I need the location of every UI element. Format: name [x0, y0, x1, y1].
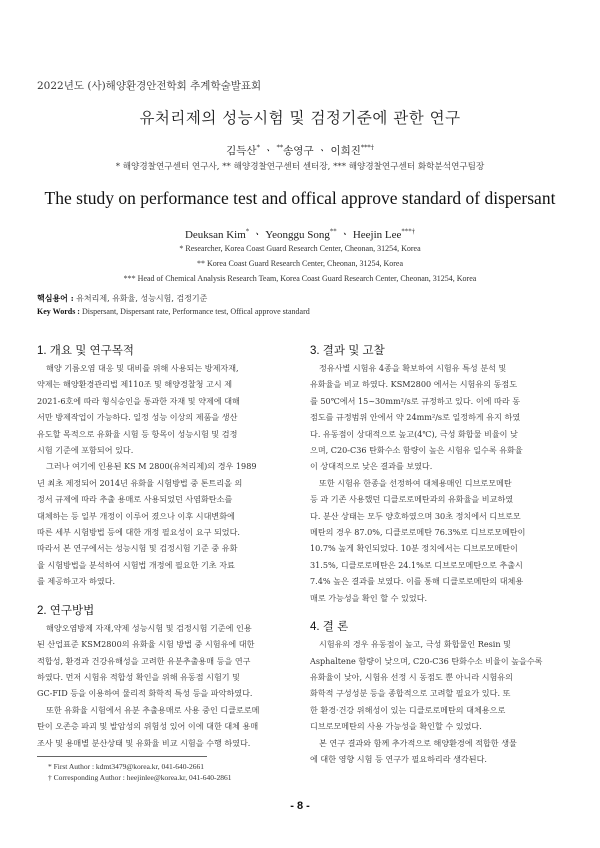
- text-line: 유화율을 비교 하였다. KSM2800 에서는 시험유의 동점도: [310, 379, 518, 390]
- footnote-first-author: * First Author : kdmt3479@korea.kr, 041-640-2661: [48, 762, 204, 771]
- text-line: GC-FID 등을 이용하여 물리적 화학적 특성 등을 파악하였다.: [37, 688, 253, 699]
- text-line: 이 상대적으로 낮은 결과를 보였다.: [310, 461, 433, 472]
- text-line: 정유사별 시험유 4종을 확보하여 시험유 특성 분석 및: [319, 363, 507, 373]
- page-number: - 8 -: [290, 800, 310, 812]
- section-heading: 3. 결과 및 고찰: [310, 345, 385, 357]
- text-line: 10.7% 높게 확인되었다. 10분 정치에서는 디브로모메탄이: [310, 543, 518, 554]
- text-line: 를 50℃에서 15~30mm²/s로 규정하고 있다. 이에 따라 동: [310, 395, 521, 406]
- text-line: 2021-6호에 따라 형식승인을 통과한 자재 및 약제에 대해: [37, 395, 240, 406]
- author-mark: **: [329, 228, 337, 236]
- text-line: 또한 시험유 한종을 선정하여 대체용매인 디브로모메탄: [319, 477, 512, 488]
- paragraph: [310, 636, 562, 734]
- text-line: 에 대한 영향 시험 등 연구가 필요하리라 생각된다.: [310, 753, 487, 764]
- text-line: 다. 유동점이 상대적으로 높고(4℃), 극성 화합물 비율이 낮: [310, 428, 518, 439]
- section-heading: 4. 결 론: [310, 621, 349, 634]
- authors-korean: [0, 143, 600, 158]
- paragraph: [37, 620, 289, 702]
- text-line: Asphaltene 함량이 낮으며, C20-C36 탄화수소 비율이 높을수록: [310, 655, 543, 666]
- paragraph: [310, 475, 562, 606]
- keywords-label: Key Words :: [37, 307, 80, 316]
- keywords-label: 핵심용어 :: [37, 293, 74, 303]
- keywords-text: Dispersant, Dispersant rate, Performance test, Offical approve standard: [79, 307, 310, 316]
- keywords-english: [37, 307, 310, 316]
- paragraph: [37, 702, 289, 751]
- section-heading: 1. 개요 및 연구목적: [37, 345, 134, 357]
- text-line: 정서 규제에 따라 추출 용매로 사용되었던 사염화탄소를: [37, 494, 233, 505]
- left-column: [37, 342, 289, 751]
- text-line: 대체하는 등 일부 개정이 이루어 졌으나 이후 시대변화에: [37, 510, 235, 521]
- text-line: 본 연구 결과와 함께 추가적으로 해양환경에 적합한 생물: [319, 737, 517, 748]
- paper-title-english: The study on performance test and offical approve standard of dispersant: [44, 188, 556, 208]
- text-line: 화학적 구성성분 등을 종합적으로 고려할 필요가 있다. 또: [310, 688, 511, 699]
- text-line: 유도할 목적으로 유화율 시험 등 항목이 성능시험 및 검정: [37, 428, 238, 439]
- text-line: 디브로모메탄의 사용 가능성을 확인할 수 있었다.: [310, 721, 482, 732]
- text-line: 탄이 오존층 파괴 및 발암성의 위험성 있어 이에 대한 대체 용매: [37, 721, 259, 732]
- text-line: 약제는 해양환경관리법 제110조 및 해양경찰청 고시 제: [37, 379, 233, 390]
- text-line: 매로 가능성을 확인 할 수 있었다.: [310, 592, 428, 603]
- text-line: 한 환경·건강 위해성이 있는 디클로로메탄의 대체용으로: [310, 704, 506, 715]
- text-line: 해양 기름오염 대응 및 대비를 위해 사용되는 방제자재,: [46, 363, 239, 373]
- text-line: 따른 세부 시험방법 등에 대한 개정 필요성이 요구 되었다.: [37, 527, 240, 538]
- authors-english: [0, 226, 600, 242]
- footnote-corresponding-author: † Corresponding Author : heejinlee@korea.kr, 041-640-2861: [48, 773, 232, 782]
- keywords-korean: [37, 293, 207, 304]
- author-name: 송영구: [283, 145, 314, 157]
- affiliations-korean: * 해양경찰연구센터 연구사, ** 해양경찰연구센터 센터장, *** 해양경찰연구센터 화학분석연구팀장: [115, 162, 485, 172]
- author-mark: *: [256, 143, 260, 152]
- text-line: 7.4% 높은 결과를 보였다. 이를 통해 디클로로메탄의 대체용: [310, 576, 524, 587]
- author-separator: ㆍ: [316, 145, 328, 157]
- keywords-text: 유처리제, 유화율, 성능시험, 검정기준: [73, 294, 208, 303]
- text-line: 를 제공하고자 하였다.: [37, 576, 116, 587]
- paragraph: [310, 735, 562, 768]
- author-name: 이희진: [330, 145, 361, 157]
- author-mark: **: [276, 143, 284, 152]
- text-line: 년 최초 제정되어 2014년 유화율 시험방법 중 톤트리올 의: [37, 477, 243, 488]
- author-separator: ㆍ: [263, 145, 274, 157]
- author-name: ㆍ Yeonggu Song: [249, 229, 330, 241]
- text-line: 따라서 본 연구에서는 성능시험 및 검정시험 기준 중 유화: [37, 543, 238, 554]
- paragraph: [37, 458, 289, 589]
- text-line: 서만 방제작업이 가능하다. 일정 성능 이상의 제품을 생산: [37, 412, 238, 423]
- right-column: [310, 342, 562, 767]
- text-line: 다. 분산 상태는 모두 양호하였으며 30초 정치에서 디브로모: [310, 510, 521, 521]
- text-line: 적합성, 환경과 건강유해성을 고려한 유분추출용매 등을 연구: [37, 655, 251, 666]
- paragraph: [310, 360, 562, 475]
- text-line: 된 산업표준 KSM2800의 유화율 시험 방법 중 시험유에 대한: [37, 639, 255, 650]
- text-line: 시험 기준에 포함되어 있다.: [37, 445, 134, 456]
- text-line: 조사 및 용매별 분산상태 및 유화율 비교 시험을 수행 하였다.: [37, 737, 251, 748]
- section-heading: 2. 연구방법: [37, 604, 95, 617]
- author-mark: ***†: [401, 228, 416, 236]
- text-line: 등 과 기존 사용했던 디클로로메탄과의 유화율을 비교하였: [310, 494, 514, 505]
- text-line: 그러나 여기에 인용된 KS M 2800(유처리제)의 경우 1989: [46, 461, 257, 472]
- text-line: 으며, C20-C36 탄화수소 함량이 높은 시험유 일수록 유화율: [310, 445, 523, 456]
- affiliation-english: ** Korea Coast Guard Research Center, Cheonan, 31254, Korea: [196, 259, 404, 268]
- affiliation-english: * Researcher, Korea Coast Guard Research Center, Cheonan, 31254, Korea: [179, 244, 421, 253]
- text-line: 메탄의 경우 87.0%, 디클로로메탄 76.3%로 디브로모메탄이: [310, 527, 526, 538]
- author-name: 김득산: [226, 145, 257, 157]
- conference-header: 2022년도 (사)해양환경안전학회 추계학술발표회: [37, 80, 262, 92]
- paragraph: [37, 360, 289, 458]
- text-line: 31.5%, 디클로로메탄은 24.1%로 디브로모메탄으로 추출시: [310, 559, 523, 570]
- author-name: ㆍ Heejin Lee: [336, 229, 402, 241]
- text-line: 율 시험방법을 분석하여 시험법 개정에 필요한 기초 자료: [37, 559, 235, 570]
- author-mark: *: [245, 228, 250, 236]
- paper-title-korean: 유처리제의 성능시험 및 검정기준에 관한 연구: [139, 109, 461, 127]
- author-name: Deuksan Kim: [184, 229, 246, 241]
- text-line: 또한 유화율 시험에서 유분 추출용매로 사용 중인 디클로로메: [46, 704, 260, 715]
- affiliation-english: *** Head of Chemical Analysis Research Team, Korea Coast Guard Research Center, Cheonan, 31254, Korea: [123, 274, 477, 283]
- text-line: 유화율이 낮아, 시험유 선정 시 동점도 뿐 아니라 시험유의: [310, 671, 513, 682]
- text-line: 시험유의 경우 유동점이 높고, 극성 화합물인 Resin 및: [319, 639, 511, 650]
- text-line: 점도를 규정범위 안에서 약 24mm²/s로 일정하게 유지 하였: [310, 412, 521, 423]
- author-mark: ***†: [360, 143, 374, 152]
- footnote-divider: [37, 756, 207, 757]
- text-line: 해양오염방제 자재,약제 성능시험 및 검정시험 기준에 인용: [46, 622, 252, 633]
- text-line: 하였다. 먼저 시험유 적합성 확인을 위해 유동점 시험기 및: [37, 671, 240, 682]
